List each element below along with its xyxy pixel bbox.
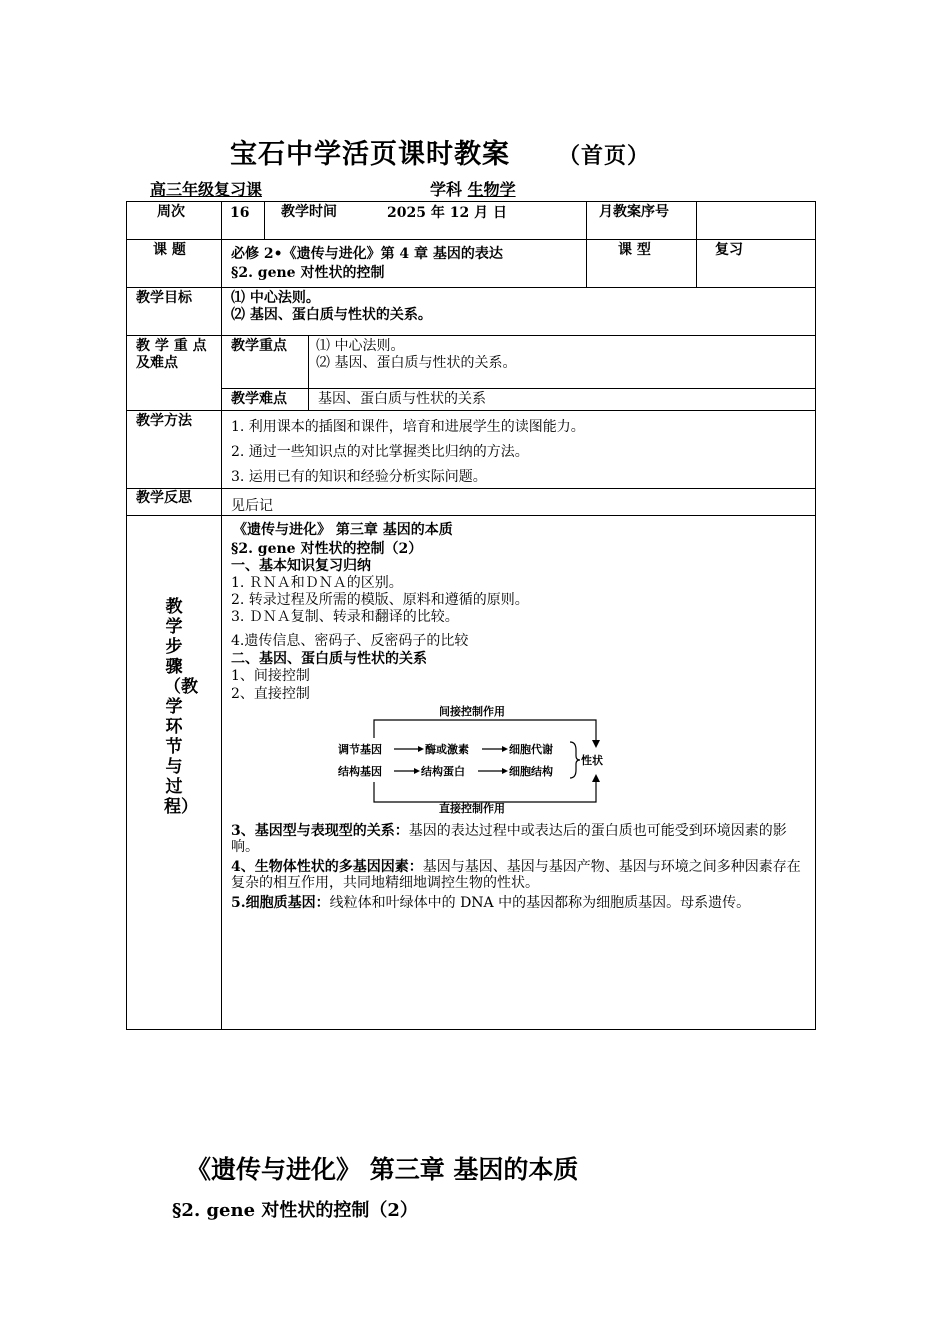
goal-line2: ⑵ 基因、蛋白质与性状的关系。 — [231, 307, 432, 323]
steps-label: 教学步骤（教学环节与过程） — [164, 597, 198, 817]
page-title — [230, 132, 650, 171]
difficulty-value: 基因、蛋白质与性状的关系 — [318, 391, 486, 407]
grade-label: 高三年级复习课 — [150, 180, 263, 199]
paragraph-lead: 5.细胞质基因： — [231, 895, 330, 911]
steps-subheading: §2. gene 对性状的控制（2） — [231, 541, 423, 557]
key-label-a: 教 学 重 点 — [136, 338, 207, 354]
topic-line2: §2. gene 对性状的控制 — [231, 265, 385, 281]
reflection-value: 见后记 — [231, 498, 273, 514]
method-label: 教学方法 — [136, 413, 192, 429]
method-item: 2. 通过一些知识点的对比掌握类比归纳的方法。 — [231, 444, 529, 460]
list-item: 2、直接控制 — [231, 686, 310, 702]
list-item: 1、间接控制 — [231, 668, 310, 684]
list-item: 3. ＤＮＡ复制、转录和翻译的比较。 — [231, 609, 459, 625]
diagram-node: 细胞代谢 — [509, 743, 553, 756]
time-label: 教学时间 — [281, 204, 337, 220]
diagram-node: 结构基因 — [338, 765, 382, 778]
paragraph-text: 基因与基因、基因与基因产物、基因与环境之间多种因素存在复杂的相互作用，共同地精细地调控生物的性状。 — [231, 859, 801, 891]
week-label: 周次 — [157, 204, 185, 220]
diagram-node: 调节基因 — [338, 743, 382, 756]
goal-line1: ⑴ 中心法则。 — [231, 290, 320, 306]
paragraph — [231, 895, 809, 911]
serial-label: 月教案序号 — [599, 204, 669, 220]
list-item: 1. ＲＮＡ和ＤＮＡ的区别。 — [231, 575, 403, 591]
goal-label: 教学目标 — [136, 290, 192, 306]
diagram-top-label: 间接控制作用 — [439, 705, 505, 718]
topic-line1: 必修 2•《遗传与进化》第 4 章 基因的表达 — [231, 246, 503, 262]
type-value: 复习 — [715, 242, 743, 258]
focus-line1: ⑴ 中心法则。 — [316, 338, 405, 354]
footer-heading: 《遗传与进化》 第三章 基因的本质 — [186, 1155, 579, 1184]
diagram-node: 结构蛋白 — [421, 765, 465, 778]
paragraph-lead: 3、基因型与表现型的关系： — [231, 823, 409, 839]
focus-line2: ⑵ 基因、蛋白质与性状的关系。 — [316, 355, 517, 371]
paragraph-text: 线粒体和叶绿体中的 DNA 中的基因都称为细胞质基因。母系遗传。 — [329, 895, 751, 911]
paragraph-lead: 4、生物体性状的多基因因素： — [231, 859, 423, 875]
subject-value: 生物学 — [467, 180, 516, 199]
time-value: 2025 年 12 月 日 — [387, 205, 507, 221]
week-value: 16 — [230, 205, 250, 221]
subject-field — [430, 177, 516, 200]
type-label: 课 型 — [618, 242, 651, 258]
footer-subheading: §2. gene 对性状的控制（2） — [172, 1200, 418, 1221]
title-text: 宝石中学活页课时教案 — [230, 139, 510, 170]
method-item: 3. 运用已有的知识和经验分析实际问题。 — [231, 469, 487, 485]
paragraph-text: 基因的表达过程中或表达后的蛋白质也可能受到环境因素的影响。 — [231, 823, 787, 855]
key-label-b: 及难点 — [136, 355, 178, 371]
section-heading: 一、基本知识复习归纳 — [231, 558, 371, 574]
gene-trait-diagram — [330, 700, 620, 820]
section-heading: 二、基因、蛋白质与性状的关系 — [231, 651, 427, 667]
diagram-node: 酶或激素 — [425, 743, 469, 756]
diagram-result: 性状 — [581, 754, 603, 767]
diagram-bottom-label: 直接控制作用 — [439, 802, 505, 815]
diagram-node: 细胞结构 — [509, 765, 553, 778]
subject-label: 学科 — [430, 180, 463, 199]
list-item: 4.遗传信息、密码子、反密码子的比较 — [231, 633, 469, 649]
list-item: 2. 转录过程及所需的模版、原料和遵循的原则。 — [231, 592, 529, 608]
topic-label: 课 题 — [153, 242, 186, 258]
method-item: 1. 利用课本的插图和课件，培育和进展学生的读图能力。 — [231, 419, 585, 435]
focus-label: 教学重点 — [231, 338, 287, 354]
reflection-label: 教学反思 — [136, 490, 192, 506]
steps-heading: 《遗传与进化》 第三章 基因的本质 — [233, 522, 453, 538]
paragraph — [231, 859, 809, 891]
title-subtitle: （首页） — [558, 143, 651, 169]
difficulty-label: 教学难点 — [231, 391, 287, 407]
paragraph — [231, 823, 809, 855]
